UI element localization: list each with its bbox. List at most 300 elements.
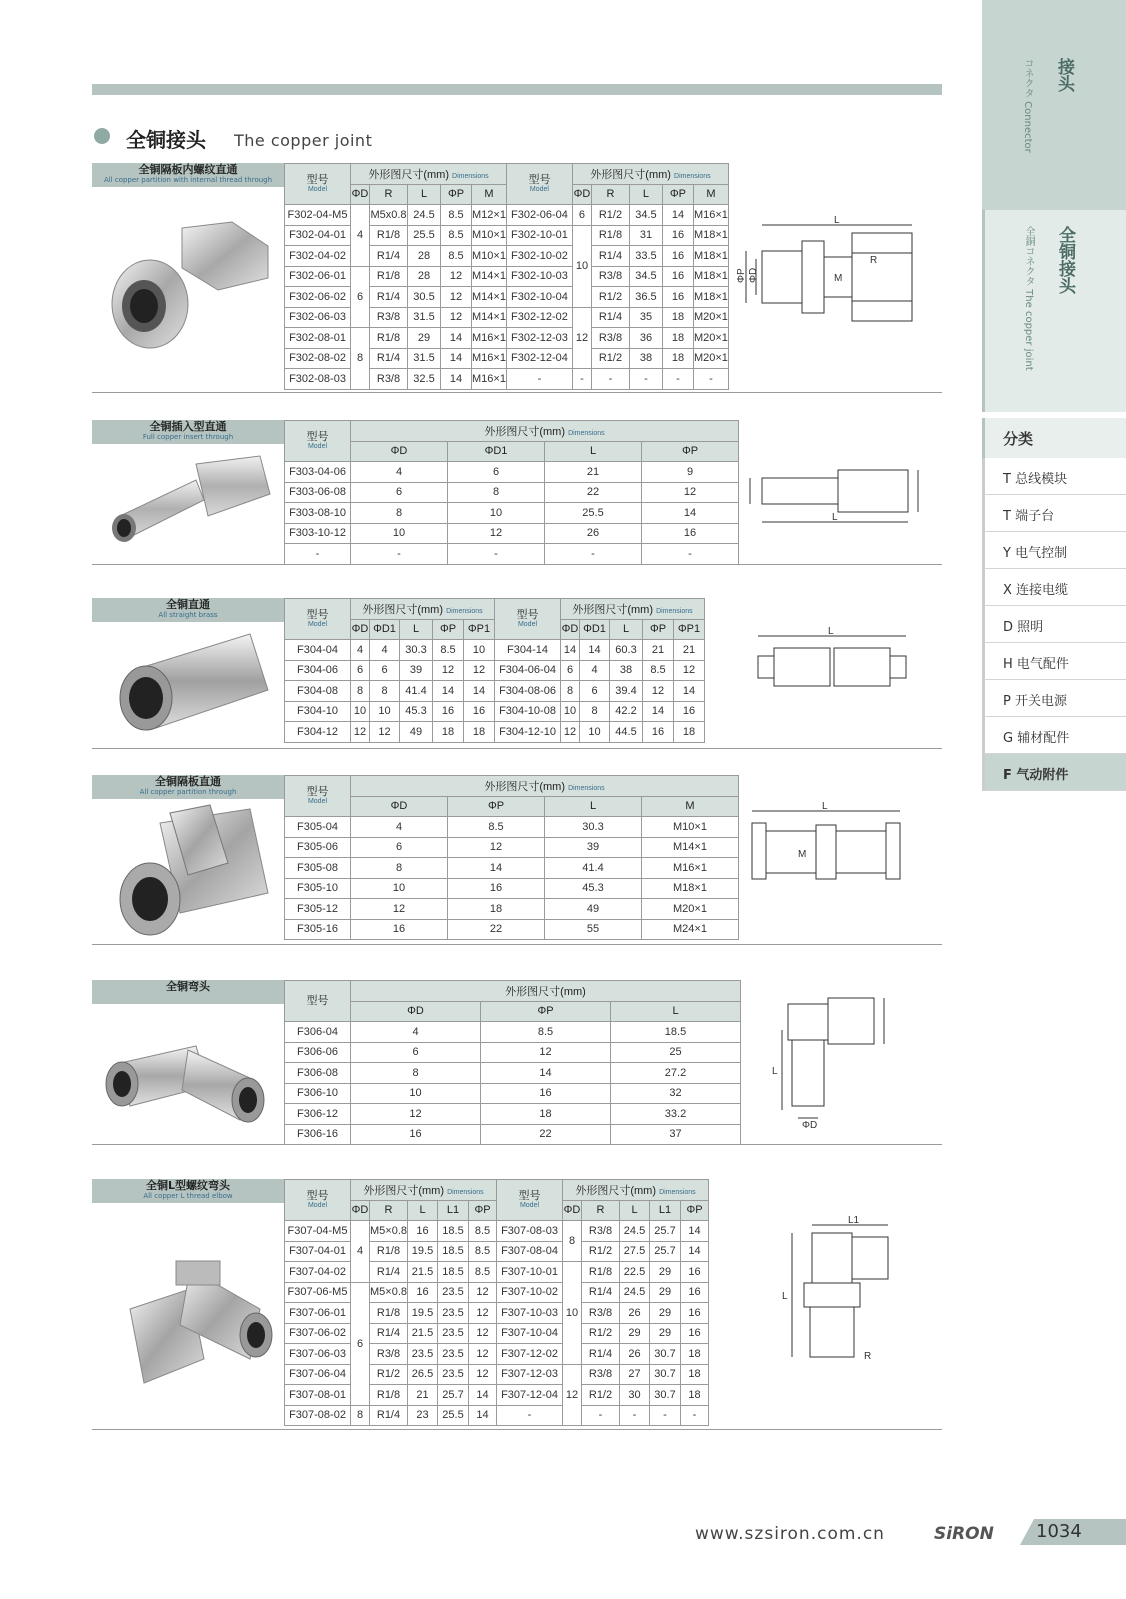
diameter-cell: 8 [563,1221,582,1262]
section-f303 [92,420,942,565]
table-cell: 16 [351,919,448,940]
table-cell: 16 [448,878,545,899]
model-cell: F307-08-04 [497,1241,563,1262]
table-cell: R3/8 [582,1364,620,1385]
table-cell: 12 [448,837,545,858]
table-cell: 49 [545,899,642,920]
model-cell: F302-10-03 [506,266,572,287]
column-header: L [408,1200,438,1221]
table-cell: 27.2 [611,1063,741,1084]
table-cell: 10 [351,701,370,722]
table-row [285,817,739,838]
table-cell: 14 [433,681,464,702]
table-cell: 18 [481,1104,611,1125]
table-cell: 33.2 [611,1104,741,1125]
table-cell: R3/8 [582,1221,620,1242]
table-cell: R1/8 [591,225,629,246]
table-cell: 44.5 [610,722,643,743]
table-cell: 14 [662,205,693,226]
table-cell: R1/4 [582,1344,620,1365]
model-cell: F302-06-04 [506,205,572,226]
column-header: R [591,184,629,205]
model-cell: F302-08-03 [285,369,351,390]
model-cell: F302-06-01 [285,266,351,287]
table-cell: R1/2 [582,1323,620,1344]
table-cell: 16 [681,1262,709,1283]
table-row [285,660,705,681]
table-cell: 32.5 [408,369,441,390]
table-cell: 16 [681,1282,709,1303]
model-header: 型号 [285,981,351,1022]
table-cell: M20×1 [693,307,728,328]
table-row [285,1083,741,1104]
svg-text:L: L [782,1291,788,1302]
section-f305 [92,775,942,945]
column-header: L [629,184,662,205]
model-cell: - [497,1405,563,1426]
table-cell: 16 [662,225,693,246]
nav-item-bus-module[interactable]: T 总线模块 [982,458,1126,495]
table-row [285,1282,709,1303]
table-cell: 21 [674,640,705,661]
diameter-cell: 8 [351,328,370,390]
table-cell: M20×1 [693,348,728,369]
table-cell: 23.5 [438,1344,469,1365]
table-cell: 8.5 [469,1241,497,1262]
dimensions-header: 外形图尺寸(mm) Dimensions [351,599,495,620]
table-cell: M16×1 [642,858,739,879]
table-cell: 8 [561,681,580,702]
table-cell: 31.5 [408,348,441,369]
model-cell: F307-06-M5 [285,1282,351,1303]
svg-text:M: M [798,849,807,860]
column-header: ΦP [681,1200,709,1221]
table-cell: 30.5 [408,287,441,308]
table-cell: 10 [351,878,448,899]
model-cell: - [506,369,572,390]
table-row [285,1364,709,1385]
table-cell: 16 [674,701,705,722]
table-cell: M14×1 [472,266,507,287]
footer-url[interactable]: www.szsiron.com.cn [695,1524,885,1544]
table-cell: 18 [681,1344,709,1365]
table-row [285,1022,741,1043]
table-cell: 6 [351,1042,481,1063]
model-cell: F303-04-06 [285,462,351,483]
table-cell: 22.5 [620,1262,650,1283]
column-header: M [642,796,739,817]
nav-item-electrical-parts[interactable]: H 电气配件 [982,643,1126,680]
diameter-cell: 4 [351,1221,370,1283]
table-row [285,722,705,743]
side-tab-connector-cn: 接头 [1054,58,1074,92]
diameter-cell: 8 [351,1405,370,1426]
table-row [285,205,729,226]
table-cell: 28 [408,266,441,287]
table-cell: M5x0.8 [370,205,408,226]
model-cell: F304-06-04 [495,660,561,681]
table-cell: 12 [448,523,545,544]
table-cell: 12 [441,287,472,308]
column-header: ΦD [351,619,370,640]
table-cell: 27.5 [620,1241,650,1262]
table-cell: R1/4 [591,307,629,328]
title-bullet [94,128,110,144]
table-cell: - [629,369,662,390]
model-cell: F305-16 [285,919,351,940]
model-cell: F307-06-04 [285,1364,351,1385]
table-cell: 39.4 [610,681,643,702]
table-cell: 14 [448,858,545,879]
model-cell: F306-06 [285,1042,351,1063]
table-cell: M16×1 [472,369,507,390]
table-cell: R3/8 [591,328,629,349]
nav-item-lighting[interactable]: D 照明 [982,606,1126,643]
spec-table-f307 [284,1179,709,1426]
table-cell: 31.5 [408,307,441,328]
model-cell: F302-04-01 [285,225,351,246]
model-cell: F305-06 [285,837,351,858]
table-cell: 18.5 [438,1221,469,1242]
table-cell: 60.3 [610,640,643,661]
table-row [285,503,739,524]
model-cell: F307-12-03 [497,1364,563,1385]
svg-text:ΦD: ΦD [802,1120,818,1131]
diameter-cell: 6 [351,1282,370,1405]
table-cell: 10 [561,701,580,722]
table-cell: 23 [408,1405,438,1426]
table-cell: 24.5 [408,205,441,226]
page-title-en: The copper joint [234,131,373,150]
dimension-drawing-f305 [742,801,932,905]
model-cell: F307-06-01 [285,1303,351,1324]
table-cell: M18×1 [693,246,728,267]
table-cell: 8.5 [448,817,545,838]
model-cell: F304-06 [285,660,351,681]
table-cell: - [681,1405,709,1426]
table-row [285,544,739,565]
table-cell: R1/8 [370,1241,408,1262]
model-cell: F302-08-02 [285,348,351,369]
table-cell: 9 [642,462,739,483]
model-cell: F304-08 [285,681,351,702]
model-cell: F307-06-03 [285,1344,351,1365]
product-photo-f307 [100,1249,276,1399]
table-cell: M20×1 [642,899,739,920]
product-photo-f302 [100,218,276,358]
table-cell: M16×1 [472,328,507,349]
table-cell: 16 [408,1221,438,1242]
table-cell: 55 [545,919,642,940]
section-label: 全铜隔板内螺纹直通 All copper partition with internal thread through [92,163,284,187]
model-cell: F304-04 [285,640,351,661]
table-cell: R1/8 [582,1262,620,1283]
table-cell: 8 [370,681,400,702]
table-cell: 8.5 [469,1262,497,1283]
column-header: R [370,1200,408,1221]
table-cell: 8 [580,701,610,722]
column-header: ΦD [572,184,591,205]
section-label: 全铜插入型直通 Full copper insert through [92,420,284,444]
table-cell: 29 [650,1303,681,1324]
table-cell: R1/4 [370,1405,408,1426]
table-row [285,1303,709,1324]
table-cell: 14 [674,681,705,702]
table-cell: R1/8 [370,225,408,246]
table-cell: 23.5 [438,1323,469,1344]
table-cell: 30.3 [400,640,433,661]
table-cell: 18 [433,722,464,743]
table-cell: 6 [351,837,448,858]
column-header: L1 [650,1200,681,1221]
table-row [285,1385,709,1406]
table-cell: 18 [464,722,495,743]
table-cell: 34.5 [629,266,662,287]
side-tab-copper-joint[interactable] [982,210,1126,412]
table-cell: 29 [620,1323,650,1344]
model-cell: F304-08-06 [495,681,561,702]
table-cell: 16 [643,722,674,743]
table-cell: 23.5 [408,1344,438,1365]
nav-item-electrical-control[interactable]: Y 电气控制 [982,532,1126,569]
table-row [285,1063,741,1084]
table-cell: R1/8 [370,1303,408,1324]
table-cell: 8 [351,858,448,879]
model-cell: F306-10 [285,1083,351,1104]
table-cell: 37 [611,1124,741,1145]
spec-table-f304 [284,598,705,743]
column-header: ΦP [662,184,693,205]
nav-item-terminal-block[interactable]: T 端子台 [982,495,1126,532]
table-cell: 30.7 [650,1364,681,1385]
diameter-cell: 6 [351,266,370,328]
nav-item-power-supply[interactable]: P 开关电源 [982,680,1126,717]
table-cell: 12 [469,1282,497,1303]
table-cell: 16 [408,1282,438,1303]
table-cell: 8.5 [441,246,472,267]
table-cell: 22 [481,1124,611,1145]
dimensions-header: 外形图尺寸(mm) Dimensions [561,599,705,620]
svg-text:L: L [832,512,838,523]
spec-table-f305 [284,775,739,940]
section-f306 [92,980,942,1145]
table-cell: 8.5 [441,205,472,226]
table-cell: 12 [464,660,495,681]
model-header: 型号 Model [497,1180,563,1221]
table-row [285,1344,709,1365]
table-cell: M12×1 [472,205,507,226]
table-cell: 6 [351,660,370,681]
table-cell: 23.5 [438,1364,469,1385]
side-tab-copper-joint-en: 全銅コネクタ The copper joint [1023,226,1034,371]
column-header: ΦD1 [448,441,545,462]
table-cell: 4 [351,817,448,838]
table-cell: 18.5 [438,1241,469,1262]
table-cell: 14 [561,640,580,661]
svg-text:ΦD: ΦD [748,267,759,283]
model-header: 型号 Model [285,776,351,817]
side-tab-connector[interactable] [982,0,1126,210]
model-cell: - [285,544,351,565]
column-header: L [408,184,441,205]
table-cell: 18.5 [611,1022,741,1043]
model-cell: F305-12 [285,899,351,920]
table-cell: M14×1 [472,307,507,328]
table-cell: 12 [351,1104,481,1125]
table-cell: 19.5 [408,1241,438,1262]
table-cell: 4 [351,1022,481,1043]
table-row [285,1104,741,1125]
table-cell: 25.7 [438,1385,469,1406]
table-cell: 36.5 [629,287,662,308]
table-cell: 31 [629,225,662,246]
table-cell: 8 [351,503,448,524]
table-cell: M14×1 [472,287,507,308]
dimension-drawing-f304 [742,628,932,708]
column-header: ΦD [351,1200,370,1221]
table-cell: R1/4 [370,1262,408,1283]
nav-item-auxiliary[interactable]: G 辅材配件 [982,717,1126,754]
table-cell: 25.7 [650,1221,681,1242]
table-row [285,462,739,483]
svg-text:R: R [864,1351,872,1362]
model-cell: F307-04-M5 [285,1221,351,1242]
table-cell: 6 [580,681,610,702]
side-tab-copper-joint-cn: 全铜接头 [1055,226,1075,294]
column-header: L [610,619,643,640]
model-cell: F307-04-01 [285,1241,351,1262]
spec-table-f306 [284,980,741,1145]
product-photo-f305 [100,803,276,943]
nav-item-cable[interactable]: X 连接电缆 [982,569,1126,606]
model-cell: F304-14 [495,640,561,661]
table-cell: 30.7 [650,1344,681,1365]
model-header: 型号 Model [506,164,572,205]
table-cell: 8.5 [643,660,674,681]
svg-text:L1: L1 [848,1215,860,1226]
diameter-cell: - [572,369,591,390]
column-header: L1 [438,1200,469,1221]
table-cell: 12 [561,722,580,743]
table-cell: M18×1 [693,225,728,246]
column-header: ΦP [433,619,464,640]
table-cell: 18 [448,899,545,920]
table-cell: R3/8 [591,266,629,287]
model-header: 型号 Model [495,599,561,640]
table-cell: 14 [642,503,739,524]
model-cell: F302-12-03 [506,328,572,349]
table-cell: 39 [400,660,433,681]
table-row [285,878,739,899]
dimension-drawing-f307 [752,1215,922,1379]
table-cell: 16 [662,266,693,287]
table-row [285,1221,709,1242]
table-cell: 16 [642,523,739,544]
table-cell: 26 [545,523,642,544]
table-cell: M10×1 [472,225,507,246]
model-cell: F303-06-08 [285,482,351,503]
model-cell: F303-08-10 [285,503,351,524]
svg-text:L: L [822,801,828,812]
table-cell: M10×1 [472,246,507,267]
column-header: ΦP1 [464,619,495,640]
column-header: ΦD1 [370,619,400,640]
nav-item-pneumatic[interactable]: F 气动附件 [982,754,1126,791]
table-row [285,1241,709,1262]
model-cell: F304-10 [285,701,351,722]
table-cell: 26 [620,1303,650,1324]
model-cell: F307-12-04 [497,1385,563,1406]
column-header: ΦP [481,1001,611,1022]
table-cell: 14 [643,701,674,722]
table-cell: 4 [580,660,610,681]
table-cell: 29 [650,1262,681,1283]
table-cell: R1/4 [370,246,408,267]
model-cell: F307-10-01 [497,1262,563,1283]
column-header: ΦD [351,796,448,817]
diameter-cell: 6 [572,205,591,226]
table-cell: R1/2 [582,1385,620,1406]
column-header: L [545,796,642,817]
table-cell: 14 [681,1221,709,1242]
table-cell: 29 [650,1282,681,1303]
table-cell: R3/8 [370,369,408,390]
dimensions-header: 外形图尺寸(mm) Dimensions [351,776,739,797]
table-cell: 29 [650,1323,681,1344]
table-cell: 45.3 [400,701,433,722]
table-cell: 6 [370,660,400,681]
table-cell: 16 [481,1083,611,1104]
table-cell: 8 [351,681,370,702]
table-cell: 12 [674,660,705,681]
table-cell: 16 [464,701,495,722]
table-row [285,640,705,661]
table-cell: 8.5 [481,1022,611,1043]
table-cell: R1/8 [370,266,408,287]
table-cell: 12 [370,722,400,743]
table-cell: 25.5 [438,1405,469,1426]
table-cell: 8.5 [469,1221,497,1242]
diameter-cell: 4 [351,205,370,267]
svg-text:L: L [834,215,840,226]
category-nav-title: 分类 [982,418,1126,458]
side-tab-connector-en: コネクタ Connector [1022,58,1033,153]
table-row [285,1323,709,1344]
model-header: 型号 Model [285,164,351,205]
table-cell: R1/2 [591,287,629,308]
dimensions-header: 外形图尺寸(mm) Dimensions [351,164,507,185]
table-cell: R1/4 [370,287,408,308]
dimension-drawing-f303 [742,460,932,530]
table-cell: - [650,1405,681,1426]
table-cell: 23.5 [438,1303,469,1324]
table-cell: 10 [351,523,448,544]
table-cell: 18 [662,307,693,328]
model-cell: F307-08-03 [497,1221,563,1242]
table-cell: 32 [611,1083,741,1104]
table-cell: 8.5 [433,640,464,661]
table-cell: 12 [469,1344,497,1365]
table-cell: 12 [469,1323,497,1344]
dimensions-header: 外形图尺寸(mm) Dimensions [563,1180,709,1201]
section-label: 全铜直通 All straight brass [92,598,284,622]
table-cell: 4 [370,640,400,661]
model-cell: F306-04 [285,1022,351,1043]
table-cell: 49 [400,722,433,743]
column-header: ΦD [351,1001,481,1022]
table-cell: M10×1 [642,817,739,838]
table-cell: R1/4 [370,348,408,369]
